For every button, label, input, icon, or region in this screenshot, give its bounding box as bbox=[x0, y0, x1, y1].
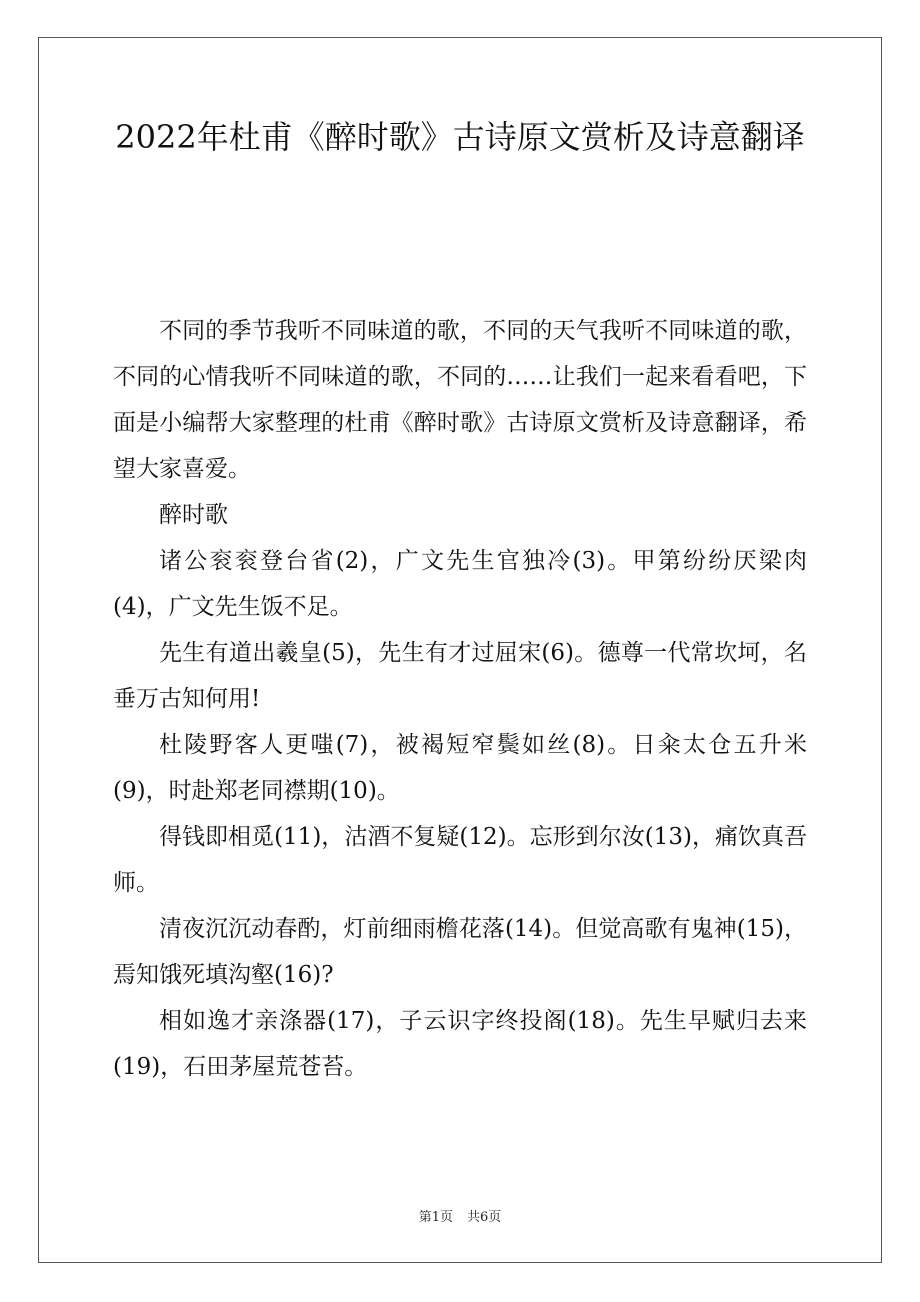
poem-title: 醉时歌 bbox=[159, 502, 228, 528]
page-total: 共6页 bbox=[467, 1210, 502, 1225]
document-title: 2022年杜甫《醉时歌》古诗原文赏析及诗意翻译 bbox=[115, 118, 805, 156]
poem-stanza-1: 诸公衮衮登台省(2)，广文先生官独冷(3)。甲第纷纷厌梁肉(4)，广文先生饭不足。 bbox=[113, 548, 807, 620]
poem-stanza-6: 相如逸才亲涤器(17)，子云识字终投阁(18)。先生早赋归去来(19)，石田茅屋荒苍苔。 bbox=[113, 1008, 807, 1080]
poem-stanza-3: 杜陵野客人更嗤(7)，被褐短窄鬓如丝(8)。日籴太仓五升米(9)，时赴郑老同襟期(10)。 bbox=[113, 732, 807, 804]
page-footer bbox=[0, 1206, 920, 1225]
poem-stanza-4: 得钱即相觅(11)，沽酒不复疑(12)。忘形到尔汝(13)，痛饮真吾师。 bbox=[113, 824, 807, 896]
poem-stanza-5: 清夜沉沉动春酌，灯前细雨檐花落(14)。但觉高歌有鬼神(15)，焉知饿死填沟壑(16)? bbox=[113, 916, 807, 988]
poem-stanza-2: 先生有道出羲皇(5)，先生有才过屈宋(6)。德尊一代常坎坷，名垂万古知何用! bbox=[113, 640, 807, 712]
intro-paragraph: 不同的季节我听不同味道的歌，不同的天气我听不同味道的歌，不同的心情我听不同味道的歌，不同的……让我们一起来看看吧，下面是小编帮大家整理的杜甫《醉时歌》古诗原文赏析及诗意翻译，希望大家喜爱。 bbox=[113, 318, 807, 482]
document-body bbox=[113, 308, 807, 1090]
page-number: 第1页 bbox=[418, 1210, 453, 1225]
